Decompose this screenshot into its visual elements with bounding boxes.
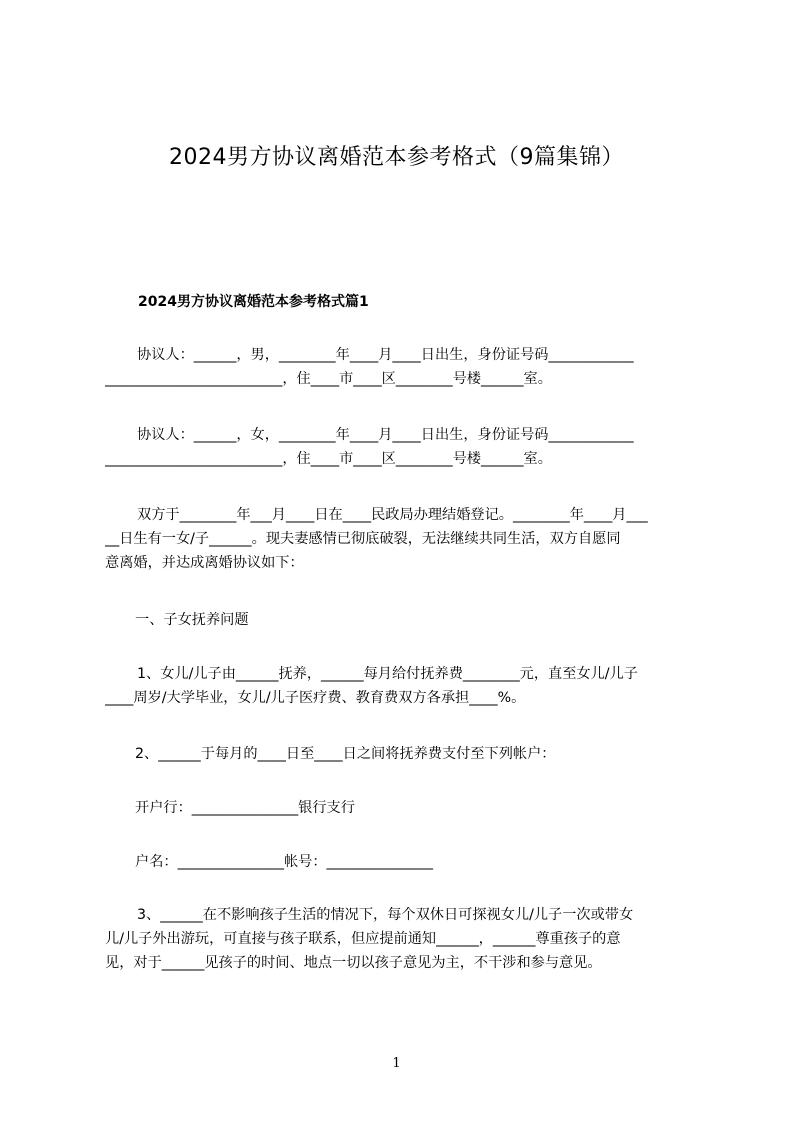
party-female-line-1: 协议人：______，女，________年____月____日出生，身份证号码____________ [137, 427, 634, 443]
bank-line: 开户行：_______________银行支行 [135, 800, 355, 816]
account-line: 户名：_______________帐号：_______________ [135, 854, 433, 870]
party-female-line-2: _________________________，住____市____区________号楼______室。 [105, 451, 552, 467]
section-one-heading: 一、子女抚养问题 [135, 612, 249, 628]
party-male-paragraph [105, 343, 705, 391]
item-1-line-1: 1、女儿/儿子由______抚养，______每月给付抚养费________元，直至女儿/儿子 [137, 666, 638, 682]
item-1-line-2: ____周岁/大学毕业，女儿/儿子医疗费、教育费双方各承担____%。 [105, 690, 526, 706]
item-3-line-3: 见，对于______见孩子的时间、地点一切以孩子意见为主，不干涉和参与意见。 [105, 955, 602, 971]
party-female-paragraph [105, 423, 705, 471]
item-2-paragraph: 2、______于每月的____日至____日之间将抚养费支付至下列帐户： [135, 746, 556, 762]
party-male-line-2: _________________________，住____市____区________号楼______室。 [105, 371, 552, 387]
item-3-paragraph [105, 903, 705, 975]
page-number: 1 [392, 1056, 401, 1071]
item-3-line-2: 儿/儿子外出游玩，可直接与孩子联系，但应提前通知______，______尊重孩子的意 [105, 931, 621, 947]
party-male-line-1: 协议人：______，男，________年____月____日出生，身份证号码____________ [137, 347, 634, 363]
marriage-statement-line-3: 意离婚，并达成离婚协议如下： [105, 555, 304, 571]
item-3-line-1: 3、______在不影响孩子生活的情况下，每个双休日可探视女儿/儿子一次或带女 [137, 907, 634, 923]
marriage-statement-line-2: __日生有一女/子______。现夫妻感情已彻底破裂，无法继续共同生活，双方自愿同 [105, 531, 621, 547]
item-1-paragraph [105, 662, 705, 710]
document-title: 2024男方协议离婚范本参考格式（9篇集锦） [169, 145, 624, 170]
marriage-statement-paragraph [105, 503, 705, 575]
section-heading: 2024男方协议离婚范本参考格式篇1 [138, 294, 369, 310]
marriage-statement-line-1: 双方于________年___月____日在____民政局办理结婚登记。________年____月___ [137, 507, 648, 523]
